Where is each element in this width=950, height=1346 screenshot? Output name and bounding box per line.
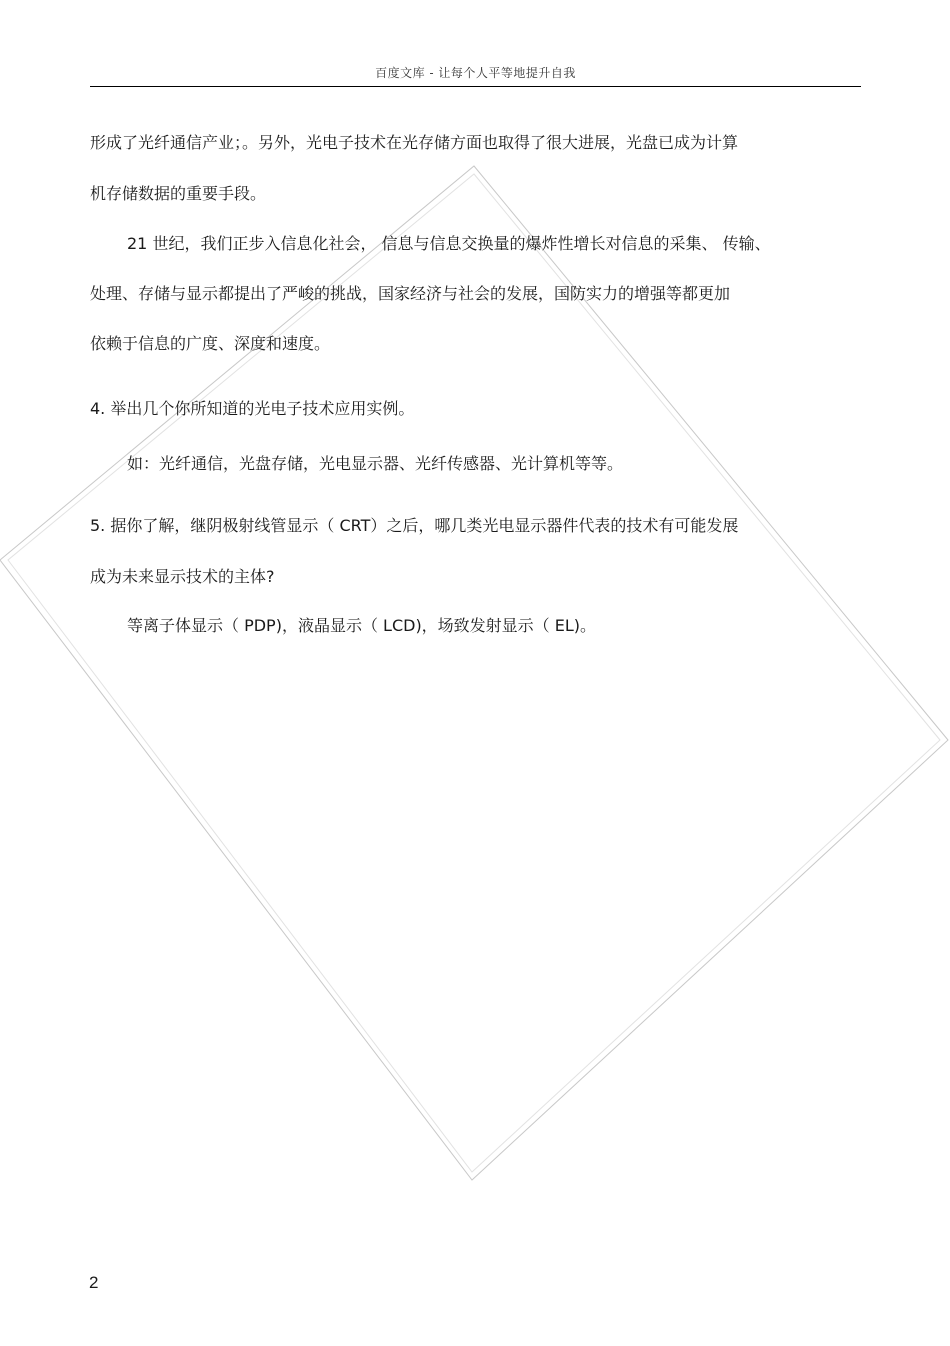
question-5-line-2: 成为未来显示技术的主体? [90, 567, 275, 586]
page-header: 百度文库 - 让每个人平等地提升自我 [375, 66, 576, 80]
watermark-outline [0, 166, 948, 1180]
watermark-outline-inner [8, 174, 940, 1172]
question-5-line-1: 5. 据你了解，继阴极射线管显示（ CRT）之后，哪几类光电显示器件代表的技术有可能发展 [90, 516, 739, 535]
body-line-1: 形成了光纤通信产业；。另外，光电子技术在光存储方面也取得了很大进展，光盘已成为计算 [90, 133, 739, 152]
body-line-4: 处理、存储与显示都提出了严峻的挑战，国家经济与社会的发展，国防实力的增强等都更加 [90, 284, 731, 303]
page-number: 2 [89, 1273, 99, 1292]
question-4: 4. 举出几个你所知道的光电子技术应用实例。 [90, 399, 415, 418]
header-rule [90, 86, 861, 87]
answer-4: 如：光纤通信，光盘存储，光电显示器、光纤传感器、光计算机等等。 [127, 454, 624, 473]
body-line-3: 21 世纪，我们正步入信息化社会， 信息与信息交换量的爆炸性增长对信息的采集、 传输、 [127, 234, 771, 253]
body-line-2: 机存储数据的重要手段。 [90, 184, 267, 203]
body-line-5: 依赖于信息的广度、深度和速度。 [90, 334, 331, 353]
answer-5: 等离子体显示（ PDP)，液晶显示（ LCD)，场致发射显示（ EL)。 [127, 616, 597, 635]
